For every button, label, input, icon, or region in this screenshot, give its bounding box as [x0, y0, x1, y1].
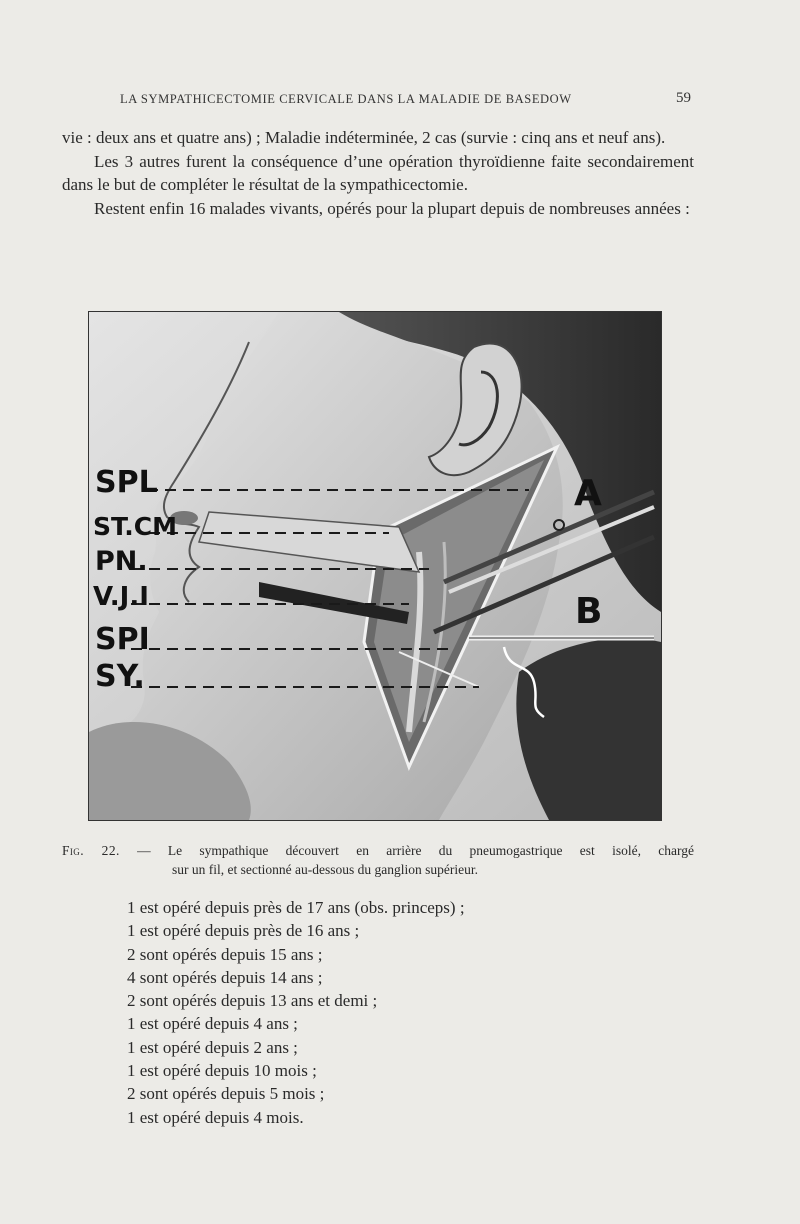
caption-text-1: Le sympathique découvert en arrière du pneumogastrique est isolé, chargé — [167, 843, 694, 858]
label-sy: SY. — [95, 659, 145, 694]
label-vji: V.J.I — [93, 582, 149, 612]
caption-figure-label: Fig. 22. — [62, 843, 120, 858]
surgical-illustration — [89, 312, 661, 820]
figure-caption — [62, 841, 694, 879]
label-a: A — [574, 473, 602, 514]
patient-list — [127, 896, 627, 1129]
paragraph-1: vie : deux ans et quatre ans) ; Maladie indéterminée, 2 cas (survie : cinq ans et neuf ans). — [62, 128, 666, 147]
label-spl: SPL — [95, 465, 158, 500]
caption-line-1 — [62, 841, 694, 860]
label-spi: SPI — [95, 622, 150, 657]
list-item: 1 est opéré depuis 2 ans ; — [127, 1037, 298, 1057]
list-item: 1 est opéré depuis près de 17 ans (obs. princeps) ; — [127, 898, 465, 917]
running-title: LA SYMPATHICECTOMIE CERVICALE DANS LA MALADIE DE BASEDOW — [120, 92, 572, 106]
list-item: 1 est opéré depuis 4 mois. — [127, 1107, 304, 1127]
list-item: 1 est opéré depuis près de 16 ans ; — [127, 921, 360, 941]
body-text — [62, 126, 694, 220]
anatomical-figure — [88, 311, 662, 821]
list-item: 2 sont opérés depuis 5 mois ; — [127, 1084, 325, 1104]
list-item: 1 est opéré depuis 10 mois ; — [127, 1061, 317, 1081]
page-number: 59 — [676, 90, 691, 106]
list-item: 2 sont opérés depuis 13 ans et demi ; — [127, 991, 378, 1011]
caption-text-2: sur un fil, et sectionné au-dessous du ganglion supérieur. — [172, 862, 478, 877]
label-stcm: ST.CM — [93, 512, 177, 541]
caption-dash: — — [137, 843, 151, 858]
list-item: 1 est opéré depuis 4 ans ; — [127, 1014, 298, 1034]
label-pn: PN. — [95, 546, 148, 577]
paragraph-3: Restent enfin 16 malades vivants, opérés pour la plupart depuis de nombreuses années : — [94, 198, 690, 218]
list-item: 2 sont opérés depuis 15 ans ; — [127, 944, 323, 964]
label-b: B — [575, 591, 603, 632]
paragraph-2: Les 3 autres furent la conséquence d’une opération thyroïdienne faite secondairement dans le but de compléter le résultat de la sympathicectomie. — [62, 151, 694, 195]
hair-lower — [516, 638, 661, 820]
list-item: 4 sont opérés depuis 14 ans ; — [127, 967, 323, 987]
